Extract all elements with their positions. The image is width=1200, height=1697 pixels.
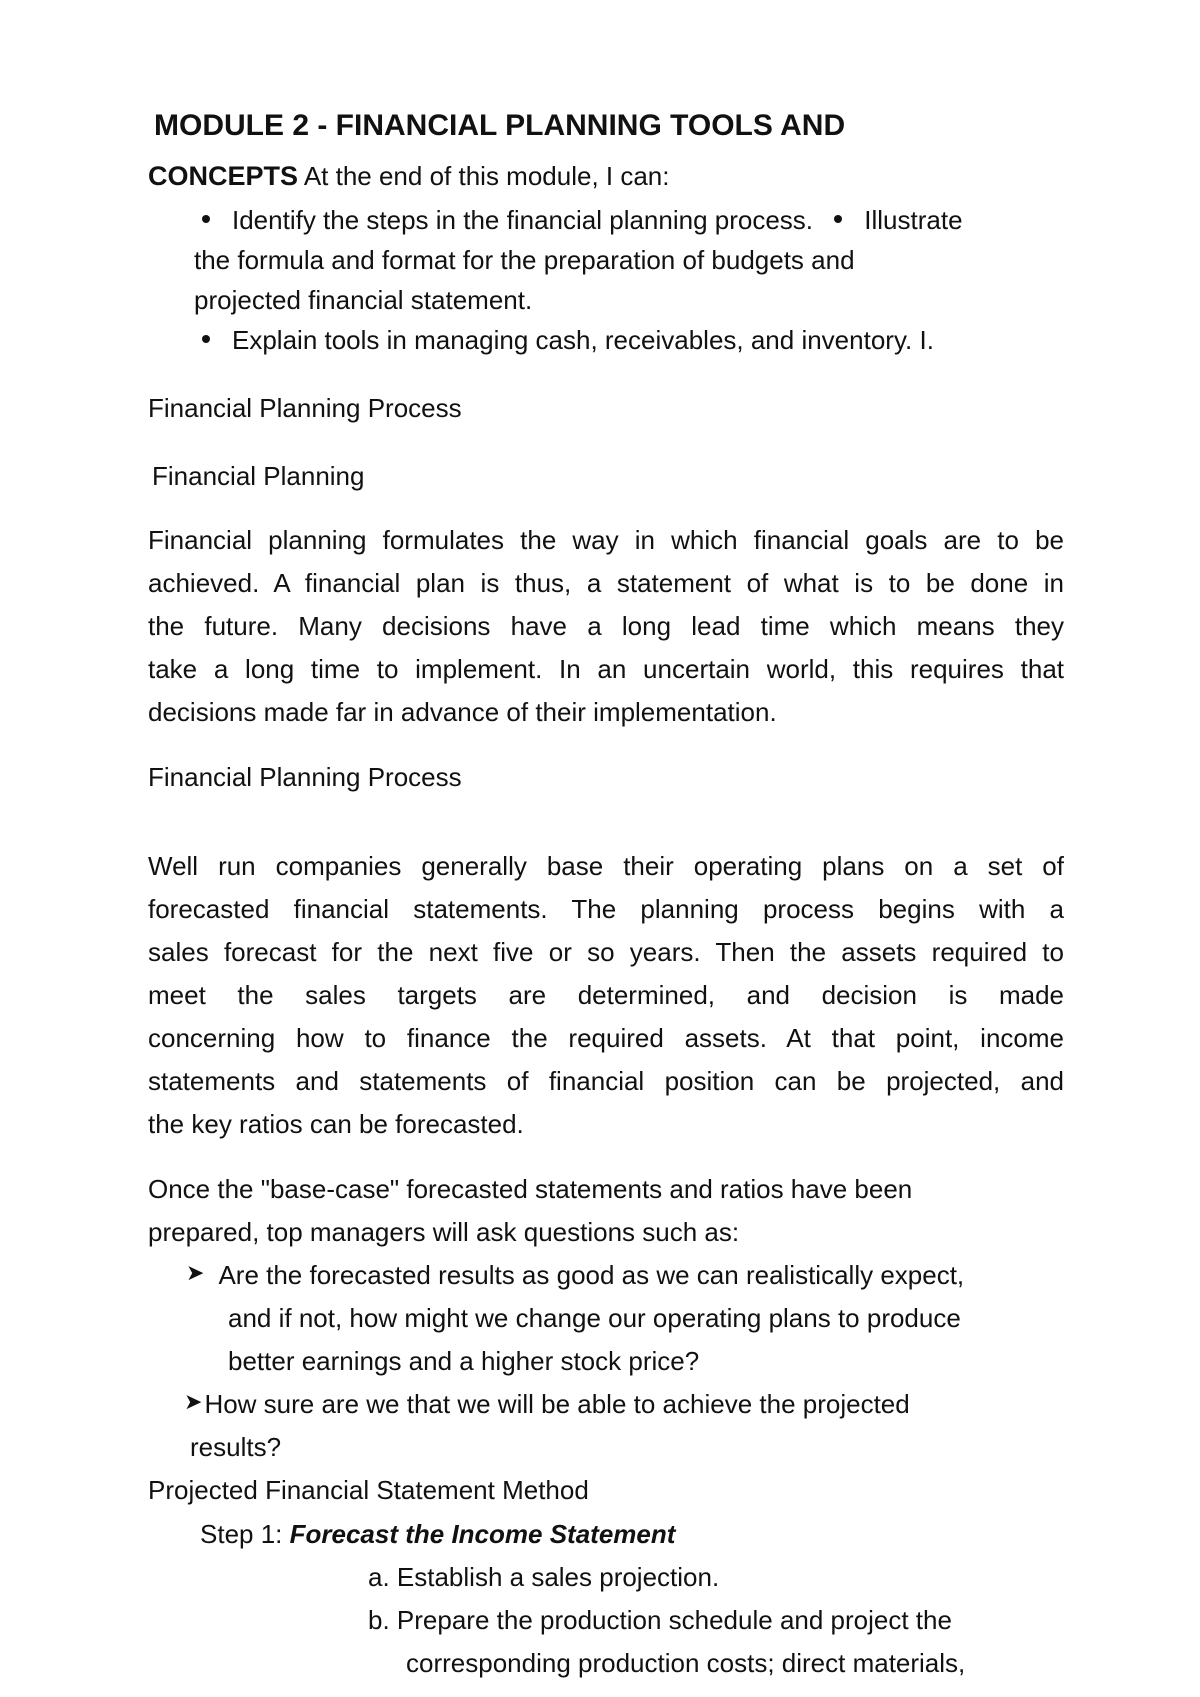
paragraph-base-case: prepared, top managers will ask questions such as: [148,1217,740,1247]
step-1-item-b: b. Prepare the production schedule and project the [368,1605,952,1635]
objective-item-1-cont: the formula and format for the preparation of budgets and [194,245,855,275]
step-1-title: Forecast the Income Statement [289,1519,676,1549]
section-heading: Financial Planning [152,461,365,491]
question-item-2: ➤How sure are we that we will be able to achieve the projected [184,1388,910,1422]
module-title-concepts: CONCEPTS [148,161,299,191]
step-1-item-b-cont: corresponding production costs; direct materials, [406,1648,966,1678]
question-item-1-cont: and if not, how might we change our operating plans to produce [228,1303,961,1333]
objective-item-1-cont2: projected financial statement. [194,285,533,315]
section-heading: Financial Planning Process [148,393,462,423]
step-1 [200,1518,675,1550]
bullet-icon [202,335,210,343]
question-item-1-cont: better earnings and a higher stock price? [228,1346,700,1376]
module-subtitle-line [148,160,669,192]
section-heading: Projected Financial Statement Method [148,1475,589,1505]
bullet-icon [834,215,842,223]
question-item-1: ➤ Are the forecasted results as good as we can realistically expect, [186,1259,964,1293]
section-heading: Financial Planning Process [148,762,462,792]
step-1-label: Step 1: [200,1519,290,1549]
objective-item-1: Identify the steps in the financial planning process. Illustrate [202,204,963,236]
module-title: MODULE 2 - FINANCIAL PLANNING TOOLS AND [154,109,846,142]
objective-item-2: Explain tools in managing cash, receivables, and inventory. I. [202,324,934,356]
paragraph-base-case: Once the "base-case" forecasted statements and ratios have been [148,1174,913,1204]
bullet-icon [202,215,210,223]
step-1-item-a: a. Establish a sales projection. [368,1562,720,1592]
question-item-2-cont: results? [190,1432,282,1462]
arrow-bullet-icon: ➤ [186,1260,205,1285]
objectives-intro: At the end of this module, I can: [298,161,670,191]
arrow-bullet-icon: ➤ [184,1389,203,1414]
document-page: MODULE 2 - FINANCIAL PLANNING TOOLS AND CONCEPTS At the end of this module, I can: Identify the steps in the financial planning process. Illustrate the formula and format for the preparation of budgets and projected financial statement. Explain tools in managing cash, receivables, and inventory. I. Financial Planning Process Financial Planning Financial planning formulates the way in which financial goals are to be achieved. A financial plan is thus, a statement of what is to be done in the future. Many decisions have a long lead time which means they take a long time to implement. In an uncertain world, this requires that decisions made far in advance of their implementation. Financial Planning Process Well run companies generally base their operating plans on a set of forecasted financial statements. The planning process begins with a sales forecast for the next five or so years. Then the assets required to meet the sales targets are determined, and decision is made concerning how to finance the required assets. At that point, income statements and statements of financial position can be projected, and the key ratios can be forecasted. Once the "base-case" forecasted statements and ratios have been prepared, top managers will ask questions such as: ➤ Are the forecasted results as good as we can realistically expect, and if not, how might we change our operating plans to produce better earnings and a higher stock price? ➤How sure are we that we will be able to achieve the projected results? Projected Financial Statement Method Step 1: Forecast the Income Statement a. Establish a sales projection. b. Prepare the production schedule and project the corresponding production costs; direct materials, [148,109,1064,1678]
